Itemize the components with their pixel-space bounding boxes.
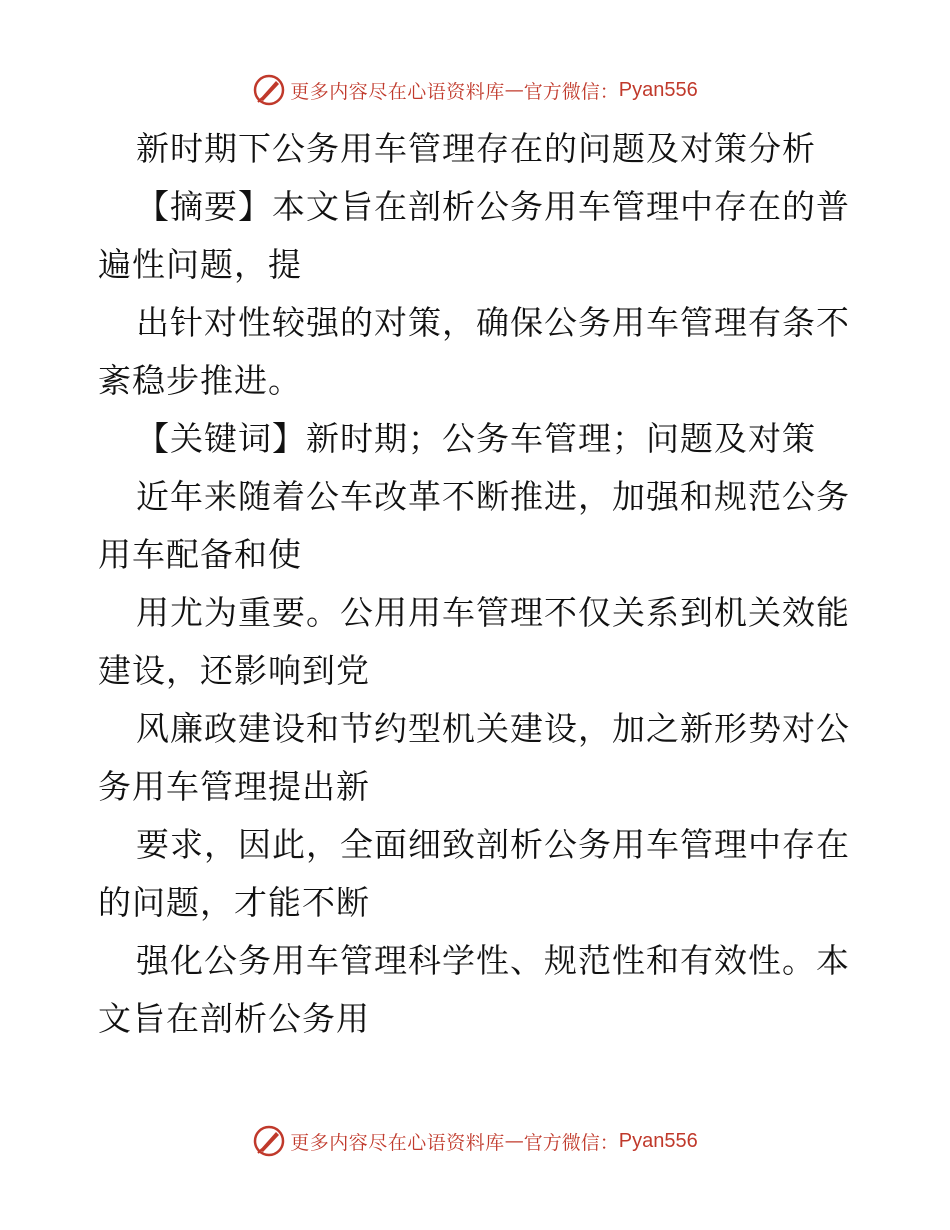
banner-separator: — [504, 1130, 524, 1152]
text-line: 出针对性较强的对策，确保公务用车管理有条不 [136, 303, 850, 342]
text-line: 强化公务用车管理科学性、规范性和有效性。本 [136, 941, 850, 980]
text-line: 建设，还影响到党 [98, 651, 370, 690]
footer-banner [0, 1121, 950, 1161]
banner-wechat-label: 官方微信： [523, 1131, 619, 1154]
banner-wechat-label: 官方微信： [523, 80, 619, 103]
text-line: 紊稳步推进。 [98, 361, 302, 400]
quill-logo-icon [252, 73, 286, 107]
header-banner [0, 70, 950, 110]
banner-wechat-id: Pyan556 [618, 1129, 698, 1152]
text-line: 要求，因此，全面细致剖析公务用车管理中存在 [136, 825, 850, 864]
banner-separator: — [504, 79, 524, 101]
text-line: 务用车管理提出新 [98, 767, 370, 806]
text-line: 【摘要】本文旨在剖析公务用车管理中存在的普 [136, 187, 850, 226]
banner-text: 更多内容尽在心语资料库 [290, 80, 505, 103]
quill-logo-icon [252, 1124, 286, 1158]
text-line: 用尤为重要。公用用车管理不仅关系到机关效能 [136, 593, 850, 632]
document-title: 新时期下公务用车管理存在的问题及对策分析 [136, 129, 816, 168]
text-line: 【关键词】新时期；公务车管理；问题及对策 [136, 419, 816, 458]
text-line: 近年来随着公车改革不断推进，加强和规范公务 [136, 477, 850, 516]
text-line: 用车配备和使 [98, 535, 302, 574]
banner-wechat-id: Pyan556 [618, 78, 698, 101]
banner-text: 更多内容尽在心语资料库 [290, 1131, 505, 1154]
text-line: 文旨在剖析公务用 [98, 999, 370, 1038]
text-line: 遍性问题，提 [98, 245, 302, 284]
text-line: 的问题，才能不断 [98, 883, 370, 922]
text-line: 风廉政建设和节约型机关建设，加之新形势对公 [136, 709, 850, 748]
document-body [98, 120, 858, 1048]
